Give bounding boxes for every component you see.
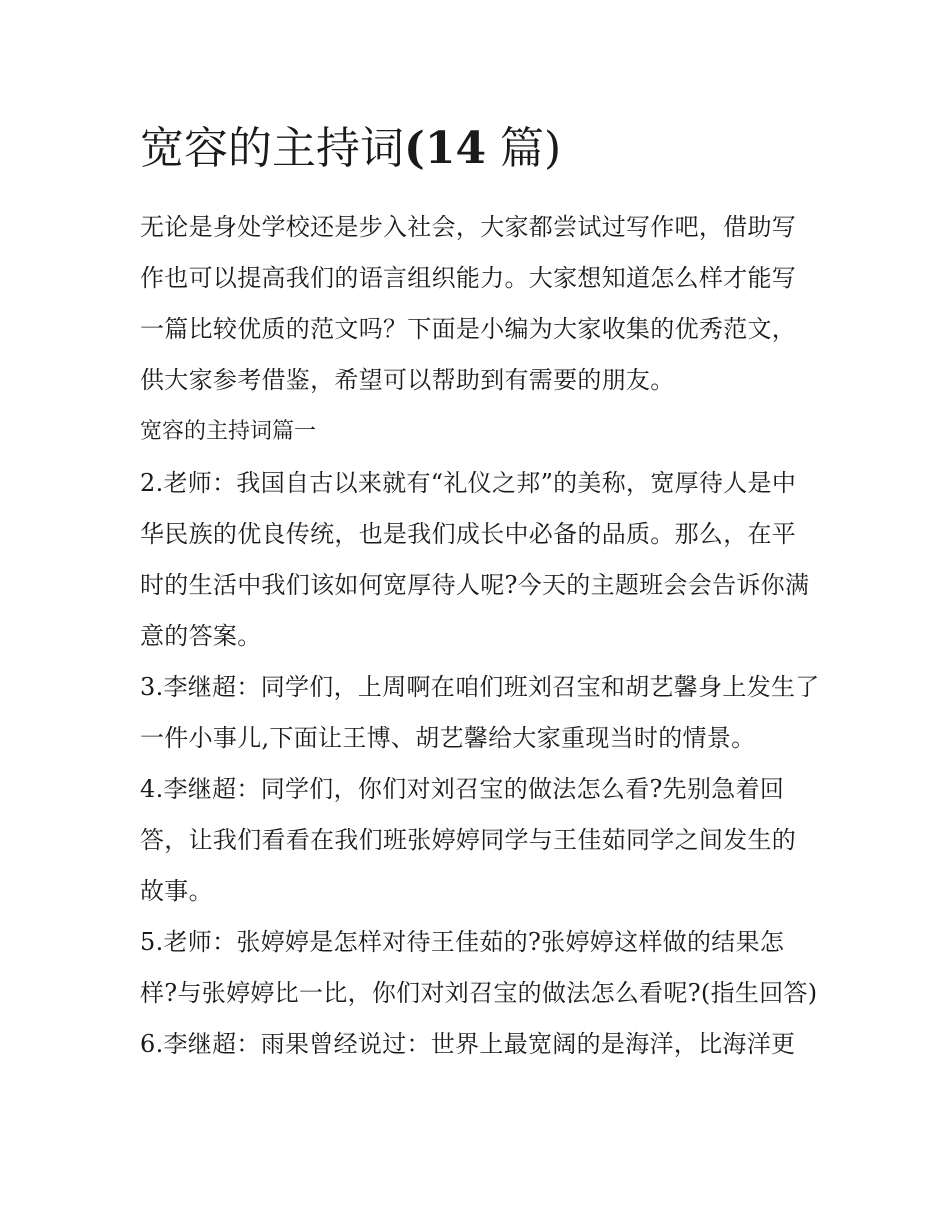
title-count: 14	[424, 123, 487, 174]
title-text: 宽容的主持词	[140, 123, 404, 174]
dialogue-paragraph-6: 6.李继超：雨果曾经说过：世界上最宽阔的是海洋，比海洋更	[140, 1030, 796, 1058]
dialogue-paragraph-4: 4.李继超：同学们，你们对刘召宝的做法怎么看?先别急着回答，让我们看看在我们班张婷婷同学与王佳茹同学之间发生的故事。	[140, 775, 797, 905]
title-paren-open: (	[404, 123, 425, 174]
document-body	[140, 202, 820, 1070]
title-suffix: 篇)	[486, 123, 562, 174]
dialogue-paragraph-3: 3.李继超：同学们，上周啊在咱们班刘召宝和胡艺馨身上发生了一件小事儿,下面让王博、胡艺馨给大家重现当时的情景。	[140, 673, 820, 752]
intro-paragraph: 无论是身处学校还是步入社会，大家都尝试过写作吧，借助写作也可以提高我们的语言组织能力。大家想知道怎么样才能写一篇比较优质的范文吗？下面是小编为大家收集的优秀范文，供大家参考借鉴，希望可以帮助到有需要的朋友。	[140, 213, 797, 394]
section-heading: 宽容的主持词篇一	[140, 419, 317, 444]
document-title	[140, 118, 820, 180]
dialogue-paragraph-2: 2.老师：我国自古以来就有“礼仪之邦”的美称，宽厚待人是中华民族的优良传统，也是我们成长中必备的品质。那么，在平时的生活中我们该如何宽厚待人呢?今天的主题班会会告诉你满意的答案。	[140, 469, 810, 650]
dialogue-paragraph-5: 5.老师：张婷婷是怎样对待王佳茹的?张婷婷这样做的结果怎样?与张婷婷比一比，你们对刘召宝的做法怎么看呢?(指生回答)	[140, 928, 818, 1007]
document-page	[140, 118, 820, 1070]
